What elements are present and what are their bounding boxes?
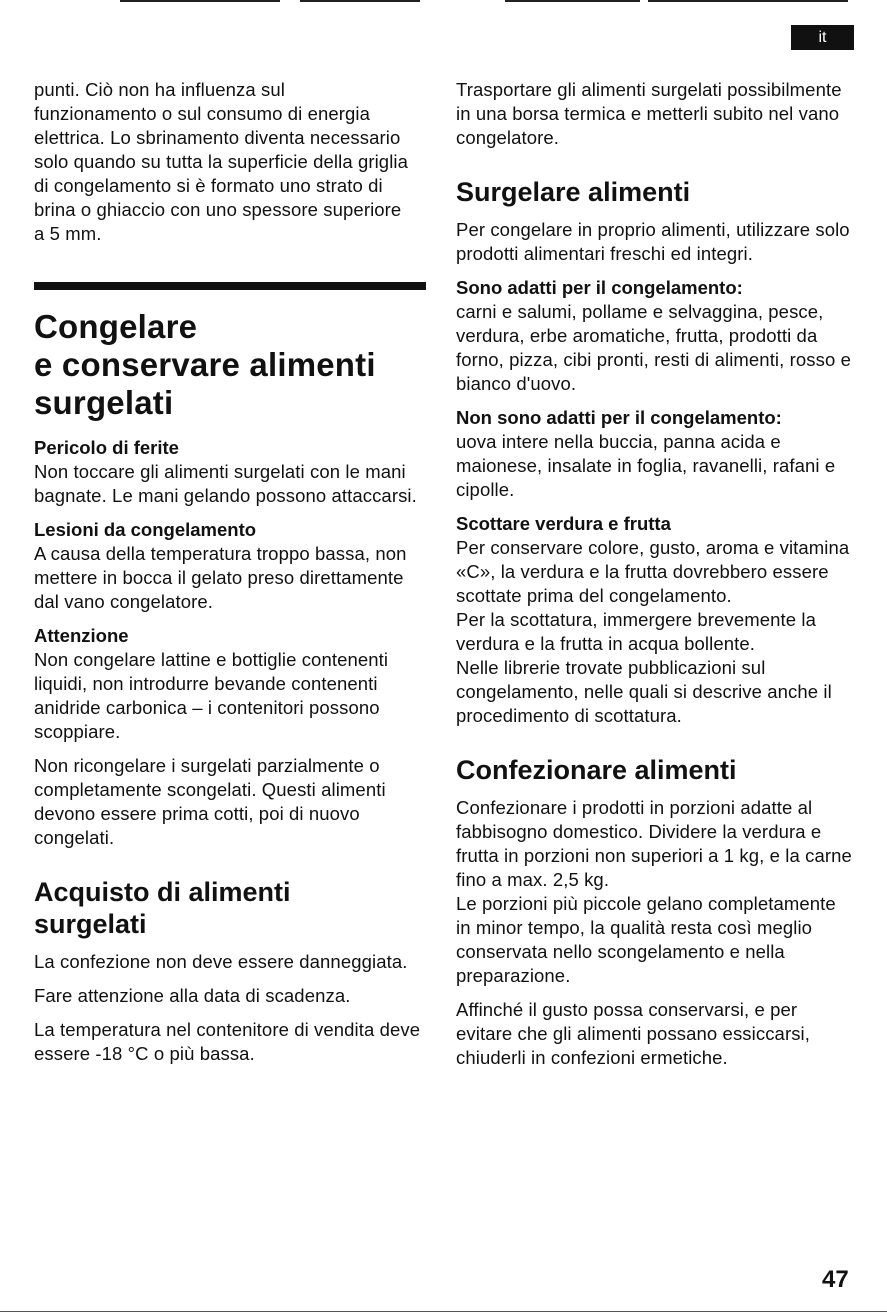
top-rule-3	[505, 0, 640, 2]
surgelare-title: Surgelare alimenti	[456, 177, 691, 207]
adatti-paragraph: carni e salumi, pollame e selvaggina, pesce, verdura, erbe aromatiche, frutta, prodotti da forno, pizza, cibi pronti, resti di alimenti, rosso e bianco d'uovo.	[456, 301, 851, 394]
acquisto-paragraph-3: La temperatura nel contenitore di vendita deve essere -18 °C o più bassa.	[34, 1019, 421, 1064]
section-title	[34, 308, 426, 422]
language-badge: it	[791, 25, 854, 50]
adatti-heading: Sono adatti per il congelamento:	[456, 277, 743, 298]
section-title-line-1: Congelare	[34, 308, 198, 345]
non-adatti-paragraph: uova intere nella buccia, panna acida e maionese, insalate in foglia, ravanelli, rafani e cipolle.	[456, 431, 836, 500]
confezionare-title: Confezionare alimenti	[456, 755, 737, 785]
intro-paragraph: punti. Ciò non ha influenza sul funzionamento o sul consumo di energia elettrica. Lo sbrinamento diventa necessario solo quando su tutta la superficie della griglia di congelamento si è formato uno strato di brina o ghiaccio con uno spessore superiore a 5 mm.	[34, 79, 409, 244]
confezionare-paragraph-2: Le porzioni più piccole gelano completamente in minor tempo, la qualità resta così meglio conservata nello scongelamento e nella preparazione.	[456, 893, 836, 986]
ricongelare-paragraph: Non ricongelare i surgelati parzialmente o completamente scongelati. Questi alimenti devono essere prima cotti, poi di nuovo congelati.	[34, 755, 386, 848]
bottom-rule	[0, 1311, 887, 1312]
scottare-heading: Scottare verdura e frutta	[456, 513, 671, 534]
acquisto-paragraph-2: Fare attenzione alla data di scadenza.	[34, 985, 351, 1006]
trasporto-paragraph: Trasportare gli alimenti surgelati possibilmente in una borsa termica e metterli subito nel vano congelatore.	[456, 79, 842, 148]
attenzione-heading: Attenzione	[34, 625, 129, 646]
section-title-line-3: surgelati	[34, 384, 174, 421]
lesioni-heading: Lesioni da congelamento	[34, 519, 257, 540]
scottare-paragraph-1: Per conservare colore, gusto, aroma e vitamina «C», la verdura e la frutta dovrebbero essere scottate prima del congelamento.	[456, 537, 850, 606]
confezionare-paragraph-3: Affinché il gusto possa conservarsi, e per evitare che gli alimenti possano essiccarsi, chiuderli in confezioni ermetiche.	[456, 999, 811, 1068]
pericolo-paragraph: Non toccare gli alimenti surgelati con le mani bagnate. Le mani gelando possono attaccarsi.	[34, 461, 417, 506]
section-title-line-2: e conservare alimenti	[34, 346, 376, 383]
top-rule-1	[120, 0, 280, 2]
section-divider-bar	[34, 282, 426, 290]
acquisto-paragraph-1: La confezione non deve essere danneggiata.	[34, 951, 408, 972]
acquisto-title-line-2: surgelati	[34, 909, 147, 939]
right-column	[456, 78, 854, 1070]
pericolo-heading: Pericolo di ferite	[34, 437, 179, 458]
page-number: 47	[822, 1266, 849, 1293]
acquisto-title	[34, 876, 426, 940]
lesioni-paragraph: A causa della temperatura troppo bassa, non mettere in bocca il gelato preso direttamente dal vano congelatore.	[34, 543, 407, 612]
acquisto-title-line-1: Acquisto di alimenti	[34, 877, 291, 907]
scottare-paragraph-3: Nelle librerie trovate pubblicazioni sul congelamento, nelle quali si descrive anche il procedimento di scottatura.	[456, 657, 832, 726]
surgelare-paragraph: Per congelare in proprio alimenti, utilizzare solo prodotti alimentari freschi ed integri.	[456, 219, 850, 264]
confezionare-paragraph-1: Confezionare i prodotti in porzioni adatte al fabbisogno domestico. Dividere la verdura e frutta in porzioni non superiori a 1 kg, e la carne fino a max. 2,5 kg.	[456, 797, 852, 890]
top-rule-2	[300, 0, 420, 2]
non-adatti-heading: Non sono adatti per il congelamento:	[456, 407, 782, 428]
top-rule-4	[648, 0, 848, 2]
attenzione-paragraph: Non congelare lattine e bottiglie contenenti liquidi, non introdurre bevande contenenti anidride carbonica – i contenitori possono scoppiare.	[34, 649, 389, 742]
left-column	[34, 78, 426, 1066]
scottare-paragraph-2: Per la scottatura, immergere brevemente la verdura e la frutta in acqua bollente.	[456, 609, 816, 654]
